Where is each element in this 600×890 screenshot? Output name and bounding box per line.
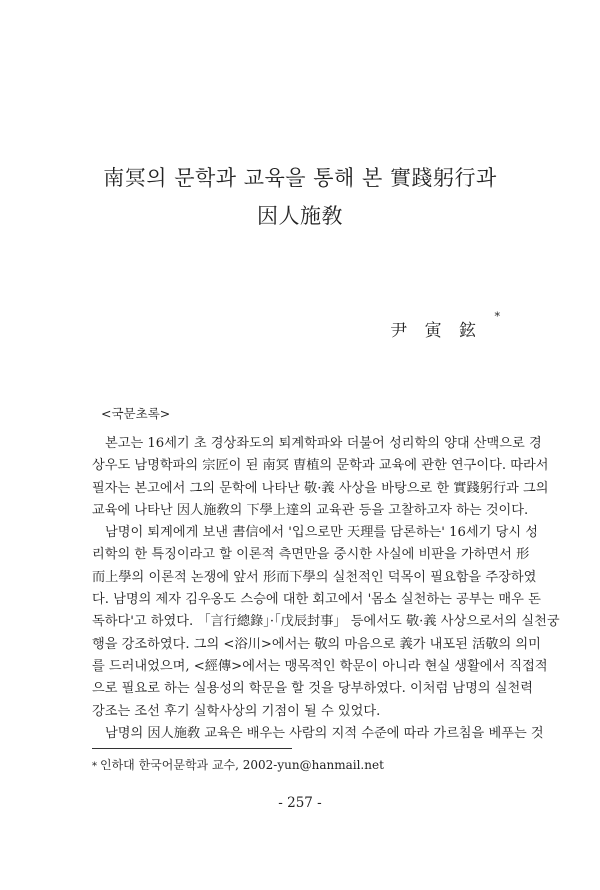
paragraph-line: 행을 강조하였다. 그의 <浴川>에서는 敬의 마음으로 義가 내포된 活敬의 의미 — [92, 636, 541, 652]
abstract-heading: <국문초록> — [101, 406, 171, 421]
abstract-paragraph — [92, 723, 544, 745]
footnote-text: 인하대 한국어문학과 교수, 2002-yun@hanmail.net — [100, 758, 384, 772]
paragraph-line: 남명의 因人施敎 교육은 배우는 사람의 지적 수준에 따라 가르침을 베푸는 것 — [105, 725, 544, 741]
author-name: 尹 寅 鉉 — [390, 321, 482, 341]
footnote-divider — [92, 748, 292, 749]
paragraph-line: 상우도 남명학파의 宗匠이 된 南冥 曺植의 문학과 교육에 관한 연구이다. 따라서 — [92, 458, 549, 474]
paper-title-line-2: 因人施敎 — [257, 204, 343, 228]
paragraph-line: 리학의 한 특징이라고 할 이론적 측면만을 중시한 사실에 비판을 가하면서 形 — [92, 547, 530, 563]
paragraph-line: 而上學의 이론적 논쟁에 앞서 形而下學의 실천적인 덕목이 필요함을 주장하였 — [92, 569, 537, 585]
footnote — [92, 756, 384, 773]
paper-title-line-1: 南冥의 문학과 교육을 통해 본 實踐躬行과 — [103, 166, 497, 190]
paragraph-line: 본고는 16세기 초 경상좌도의 퇴계학파와 더불어 성리학의 양대 산맥으로 경 — [105, 436, 542, 451]
paragraph-line: 필자는 본고에서 그의 문학에 나타난 敬·義 사상을 바탕으로 한 實踐躬行과 그의 — [92, 480, 549, 496]
paragraph-line: 남명이 퇴계에게 보낸 書信에서 '입으로만 天理를 담론하는' 16세기 당시 성 — [105, 525, 538, 541]
abstract-paragraph — [92, 522, 560, 723]
paragraph-line: 강조는 조선 후기 실학사상의 기점이 될 수 있었다. — [92, 703, 381, 719]
author-footnote-marker: * — [494, 310, 500, 323]
abstract-paragraph — [92, 433, 549, 522]
paragraph-line: 를 드러내었으며, <經傳>에서는 맹목적인 학문이 아니라 현실 생활에서 직접적 — [92, 658, 548, 674]
page-number: - 257 - — [278, 795, 322, 811]
abstract-body — [92, 433, 560, 745]
footnote-marker: * — [92, 761, 97, 772]
paragraph-line: 다. 남명의 제자 김우옹도 스승에 대한 회고에서 '몸소 실천하는 공부는 매우 돈 — [92, 592, 541, 608]
paragraph-line: 독하다'고 하였다. 「言行總錄」·「戊辰封事」 등에서도 敬·義 사상으로서의 실천궁 — [92, 614, 560, 630]
paragraph-line: 교육에 나타난 因人施敎의 下學上達의 교육관 등을 고찰하고자 하는 것이다. — [92, 502, 529, 518]
paragraph-line: 으로 필요로 하는 실용성의 학문을 할 것을 당부하였다. 이처럼 남명의 실천력 — [92, 681, 534, 697]
